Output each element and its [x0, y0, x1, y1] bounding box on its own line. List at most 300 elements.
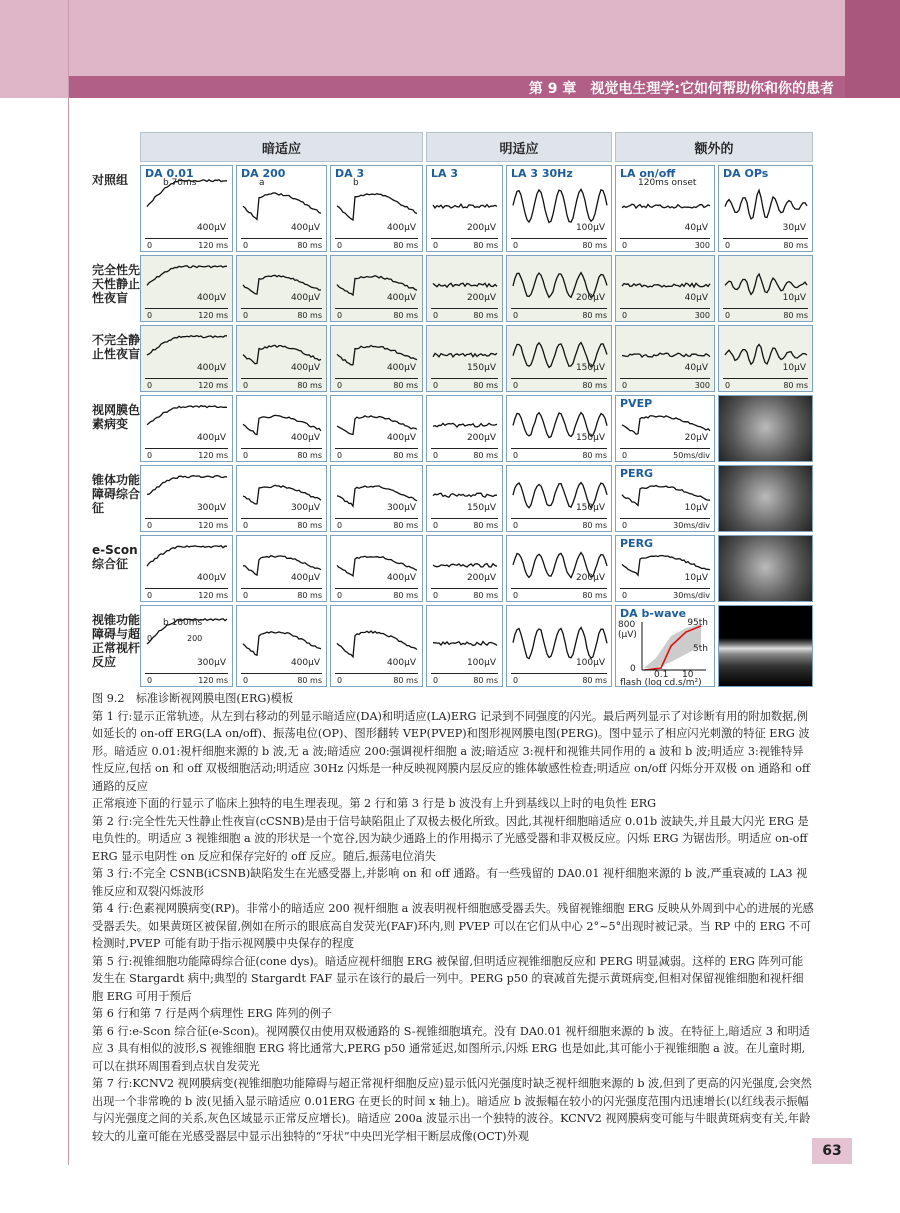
scale-bar-label: 10μV	[684, 573, 708, 583]
fundus-image	[718, 535, 813, 602]
top-band-accent	[845, 0, 900, 98]
tick-label: 300	[694, 241, 710, 250]
erg-panel	[236, 465, 327, 532]
tick-label: 0	[433, 521, 439, 530]
erg-panel	[236, 325, 327, 392]
erg-panel	[615, 325, 715, 392]
tick-label: 80 ms	[783, 311, 808, 320]
waveform-path	[433, 283, 497, 287]
panel-title: DA 200	[241, 167, 286, 180]
tick-label: 0	[147, 521, 153, 530]
panel-note: b 70ms	[163, 178, 197, 188]
tick-label: 0	[725, 381, 731, 390]
chapter-title: 第 9 章 视觉电生理学:它如何帮助你和你的患者	[528, 81, 834, 97]
time-axis	[335, 518, 418, 519]
time-axis	[620, 308, 710, 309]
panel-title: DA 0.01	[145, 167, 194, 180]
scale-bar-label: 200μV	[575, 293, 605, 303]
tick-label: 80 ms	[582, 381, 607, 390]
waveform-path	[433, 204, 497, 208]
row-label: 不完全静止性夜盲	[92, 333, 141, 361]
plot-y-zero: 0	[630, 664, 636, 674]
erg-panel	[426, 465, 503, 532]
erg-panel	[330, 395, 423, 462]
waveform-path	[513, 189, 607, 222]
time-axis	[511, 518, 607, 519]
tick-label: 120 ms	[198, 521, 228, 530]
scale-bar-label: 200μV	[466, 433, 496, 443]
tick-label: 120 ms	[198, 676, 228, 685]
tick-label: 0	[433, 591, 439, 600]
tick-label: 0	[513, 591, 519, 600]
waveform-path	[725, 345, 807, 365]
scale-bar-label: 40μV	[684, 293, 708, 303]
time-axis	[723, 378, 808, 379]
erg-panel	[236, 255, 327, 322]
row-label: 完全性先天性静止性夜盲	[92, 263, 141, 305]
scale-bar-label: 400μV	[386, 433, 416, 443]
scale-bar-label: 400μV	[386, 223, 416, 233]
waveform-path	[147, 336, 227, 355]
scale-bar-label: 400μV	[290, 433, 320, 443]
tick-label: 120 ms	[198, 451, 228, 460]
scale-bar-label: 10μV	[782, 293, 806, 303]
time-axis	[335, 673, 418, 674]
erg-panel	[236, 605, 327, 687]
scale-bar-label: 300μV	[196, 503, 226, 513]
scale-bar-label: 400μV	[196, 363, 226, 373]
plot-x-tick: 0.1	[654, 670, 669, 680]
tick-label: 80 ms	[297, 311, 322, 320]
time-axis	[431, 588, 498, 589]
caption-paragraph: 第 4 行:色素视网膜病变(RP)。非常小的暗适应 200 视杆细胞 a 波表明视杆细胞感受器丢失。残留视锥细胞 ERG 反映从外周到中心的进展的光感受器丢失。如果黄斑区被保留,例如在所示的眼底高自发荧光(FAF)环内,则 PVEP 可以在它们从中心 2°~5°出现时被记录。当 RP 中的 ERG 不可检测时,PVEP 可能有助于指示视网膜中央保存的程度	[92, 902, 814, 950]
erg-panel	[140, 325, 233, 392]
time-axis	[335, 448, 418, 449]
tick-label: 120 ms	[198, 381, 228, 390]
time-axis	[241, 588, 322, 589]
tick-label: 80 ms	[393, 521, 418, 530]
tick-label: 0	[243, 311, 249, 320]
erg-panel	[426, 325, 503, 392]
panel-note: b	[353, 178, 359, 188]
scale-bar-label: 30μV	[782, 223, 806, 233]
tick-label: 30ms/div	[673, 521, 710, 530]
waveform-path	[147, 266, 227, 286]
tick-label: 0	[725, 311, 731, 320]
tick-label: 80 ms	[393, 676, 418, 685]
tick-label: 0	[513, 451, 519, 460]
waveform-path	[147, 406, 227, 425]
waveform-path	[147, 476, 227, 495]
erg-panel	[140, 465, 233, 532]
time-axis	[431, 448, 498, 449]
tick-label: 80 ms	[393, 241, 418, 250]
erg-panel	[506, 165, 612, 252]
erg-panel	[718, 255, 813, 322]
tick-label: 0	[337, 451, 343, 460]
group-header-light-adapted: 明适应	[426, 132, 612, 162]
panel-title: PERG	[620, 467, 654, 480]
caption-paragraph: 第 2 行:完全性先天性静止性夜盲(cCSNB)是由于信号缺陷阻止了双极去极化所致。因此,其视杆细胞暗适应 0.01b 波缺失,并且最大闪光 ERG 是电负性的。明适应 3 视锥细胞 a 波的形状是一个宽谷,因为缺少通路上的作用揭示了光感受器和非双极反应。闪烁 ERG 为锯齿形。明适应 on-off ERG 显示电阴性 on 反应和保存完好的 off 反应。随后,振荡电位消失	[92, 814, 809, 863]
tick-label: 0	[147, 381, 153, 390]
tick-label: 0	[513, 311, 519, 320]
erg-panel	[506, 255, 612, 322]
figure-caption	[92, 690, 814, 1145]
tick-label: 0	[337, 241, 343, 250]
tick-label: 0	[243, 521, 249, 530]
erg-panel	[615, 535, 715, 602]
erg-panel	[236, 395, 327, 462]
waveform-path	[725, 190, 807, 219]
waveform-path	[433, 564, 497, 567]
waveform-path	[147, 546, 227, 566]
time-axis	[145, 378, 228, 379]
time-axis	[145, 308, 228, 309]
tick-label: 0	[337, 521, 343, 530]
waveform-path	[433, 423, 497, 427]
inset-tick-label: 200	[187, 634, 203, 643]
scale-bar-label: 10μV	[684, 503, 708, 513]
time-axis	[431, 238, 498, 239]
erg-panel	[236, 165, 327, 252]
tick-label: 80 ms	[297, 591, 322, 600]
erg-figure	[92, 132, 812, 687]
erg-panel	[615, 165, 715, 252]
caption-paragraph: 第 6 行:e-Scon 综合征(e-Scon)。视网膜仅由使用双极通路的 S-视锥细胞填充。没有 DA0.01 视杆细胞来源的 b 波。在特征上,暗适应 3 和明适应 3 具有相似的波形,S 视锥细胞 ERG 将比通常大,PERG p50 通常延迟,如图所示,闪烁 ERG 也是如此,其可能小于视锥细胞 a 波。在儿童时期,可以在拱环周围看到点状自发荧光	[92, 1024, 810, 1073]
tick-label: 80 ms	[473, 241, 498, 250]
time-axis	[241, 448, 322, 449]
inset-tick-label: 0	[147, 634, 153, 643]
row-label: 锥体功能障碍综合征	[92, 473, 141, 515]
waveform-path	[622, 204, 710, 208]
tick-label: 0	[622, 311, 628, 320]
row-label: 视网膜色素病变	[92, 403, 141, 431]
time-axis	[145, 588, 228, 589]
tick-label: 80 ms	[297, 381, 322, 390]
scale-bar-label: 200μV	[466, 573, 496, 583]
tick-label: 80 ms	[582, 521, 607, 530]
tick-label: 0	[337, 591, 343, 600]
tick-label: 0	[337, 311, 343, 320]
tick-label: 0	[622, 591, 628, 600]
scale-bar-label: 20μV	[684, 433, 708, 443]
waveform-path	[243, 193, 321, 220]
tick-label: 80 ms	[393, 591, 418, 600]
group-header-dark-adapted: 暗适应	[140, 132, 423, 162]
scale-bar-label: 150μV	[466, 363, 496, 373]
tick-label: 80 ms	[473, 591, 498, 600]
tick-label: 0	[243, 676, 249, 685]
waveform-path	[433, 642, 497, 646]
caption-paragraph: 第 3 行:不完全 CSNB(iCSNB)缺陷发生在光感受器上,并影响 on 和 off 通路。有一些残留的 DA0.01 视杆细胞来源的 b 波,严重衰减的 LA3 视锥反应和双裂闪烁波形	[92, 867, 808, 898]
series-label: 5th	[693, 644, 708, 654]
tick-label: 0	[147, 311, 153, 320]
fundus-image	[718, 465, 813, 532]
tick-label: 80 ms	[297, 451, 322, 460]
scale-bar-label: 400μV	[196, 223, 226, 233]
tick-label: 120 ms	[198, 311, 228, 320]
tick-label: 80 ms	[783, 241, 808, 250]
time-axis	[335, 238, 418, 239]
scale-bar-label: 100μV	[466, 658, 496, 668]
erg-panel	[426, 395, 503, 462]
series-label: 95th	[687, 618, 708, 628]
time-axis	[145, 238, 228, 239]
scale-bar-label: 400μV	[290, 658, 320, 668]
tick-label: 0	[622, 451, 628, 460]
tick-label: 0	[433, 241, 439, 250]
caption-paragraph: 第 5 行:视锥细胞功能障碍综合征(cone dys)。暗适应视杆细胞 ERG 被保留,但明适应视锥细胞反应和 PERG 明显减弱。这样的 ERG 阵列可能发生在 Stargardt 病中;典型的 Stargardt FAF 显示在该行的最后一列中。PERG p50 的衰减首先提示黄斑病变,但相对保留视锥细胞和视杆细胞 ERG 可用于预后	[92, 954, 804, 1003]
fundus-image	[718, 395, 813, 462]
tick-label: 80 ms	[473, 451, 498, 460]
scale-bar-label: 300μV	[386, 503, 416, 513]
scale-bar-label: 300μV	[290, 503, 320, 513]
panel-title: LA on/off	[620, 167, 676, 180]
tick-label: 300	[694, 381, 710, 390]
scale-bar-label: 200μV	[466, 223, 496, 233]
tick-label: 80 ms	[297, 676, 322, 685]
waveform-path	[243, 415, 321, 434]
time-axis	[431, 518, 498, 519]
panel-title: DA OPs	[723, 167, 769, 180]
scale-bar-label: 200μV	[575, 573, 605, 583]
row-label: e-Scon综合征	[92, 543, 138, 571]
scale-bar-label: 400μV	[386, 658, 416, 668]
time-axis	[145, 673, 228, 674]
time-axis	[511, 448, 607, 449]
erg-panel	[718, 165, 813, 252]
tick-label: 0	[433, 676, 439, 685]
erg-panel	[140, 165, 233, 252]
scale-bar-label: 150μV	[575, 433, 605, 443]
erg-panel	[140, 395, 233, 462]
scale-bar-label: 400μV	[290, 573, 320, 583]
waveform-path	[337, 194, 417, 220]
tick-label: 0	[433, 451, 439, 460]
erg-panel	[426, 165, 503, 252]
time-axis	[723, 238, 808, 239]
erg-panel	[615, 605, 715, 687]
erg-panel	[236, 535, 327, 602]
waveform-path	[243, 632, 321, 656]
waveform-path	[433, 493, 497, 497]
time-axis	[431, 378, 498, 379]
time-axis	[145, 518, 228, 519]
erg-panel	[330, 255, 423, 322]
tick-label: 0	[147, 451, 153, 460]
plot-x-tick: 10	[682, 670, 694, 680]
erg-panel	[140, 605, 233, 687]
time-axis	[335, 308, 418, 309]
scale-bar-label: 400μV	[290, 223, 320, 233]
caption-paragraph: 第 1 行:显示正常轨迹。从左到右移动的列显示暗适应(DA)和明适应(LA)ERG 记录到不同强度的闪光。最后两列显示了对诊断有用的附加数据,例如延长的 on-off ERG(LA on/off)、振荡电位(OP)、图形翻转 VEP(PVEP)和图形视网膜电图(PERG)。图中显示了相应闪光刺激的特征 ERG 波形。暗适应 0.01:視杆细胞来源的 b 波,无 a 波;暗适应 200:强调视杆细胞 a 波;暗适应 3:视杆和视锥共同作用的 a 波和 b 波;明适应 3:视锥特异性反应,包括 on 和 off 双极细胞活动;明适应 30Hz 闪烁是一种反映视网膜内层反应的锥体敏感性检查;明适应 on/off 闪烁分开双极 on 通路和 off 通路的反应	[92, 709, 810, 793]
tick-label: 0	[147, 676, 153, 685]
time-axis	[620, 238, 710, 239]
time-axis	[241, 238, 322, 239]
scale-bar-label: 400μV	[196, 293, 226, 303]
tick-label: 0	[147, 591, 153, 600]
tick-label: 0	[243, 591, 249, 600]
erg-panel	[426, 605, 503, 687]
erg-panel	[140, 535, 233, 602]
oct-image	[718, 605, 813, 687]
scale-bar-label: 400μV	[386, 573, 416, 583]
waveform-path	[243, 345, 321, 363]
page-number: 63	[812, 1138, 852, 1164]
waveform-path	[243, 275, 321, 294]
erg-panel	[330, 325, 423, 392]
tick-label: 0	[433, 381, 439, 390]
left-margin-line	[68, 0, 69, 1165]
erg-panel	[718, 325, 813, 392]
time-axis	[620, 378, 710, 379]
panel-title: PVEP	[620, 397, 653, 410]
scale-bar-label: 400μV	[386, 363, 416, 373]
time-axis	[620, 588, 710, 589]
panel-title: PERG	[620, 537, 654, 550]
time-axis	[145, 448, 228, 449]
tick-label: 0	[243, 381, 249, 390]
erg-panel	[330, 165, 423, 252]
erg-panel	[330, 605, 423, 687]
tick-label: 0	[147, 241, 153, 250]
tick-label: 0	[243, 451, 249, 460]
tick-label: 80 ms	[473, 521, 498, 530]
scale-bar-label: 100μV	[575, 658, 605, 668]
time-axis	[335, 588, 418, 589]
tick-label: 0	[337, 676, 343, 685]
time-axis	[241, 673, 322, 674]
waveform-path	[622, 416, 710, 434]
tick-label: 0	[622, 381, 628, 390]
waveform-path	[433, 353, 497, 357]
time-axis	[620, 518, 710, 519]
caption-title: 图 9.2 标准诊断视网膜电图(ERG)模板	[92, 692, 294, 705]
tick-label: 80 ms	[582, 676, 607, 685]
time-axis	[241, 308, 322, 309]
scale-bar-label: 40μV	[684, 223, 708, 233]
time-axis	[511, 308, 607, 309]
erg-panel	[506, 605, 612, 687]
scale-bar-label: 150μV	[575, 503, 605, 513]
erg-panel	[615, 395, 715, 462]
group-header-additional: 额外的	[615, 132, 813, 162]
tick-label: 0	[725, 241, 731, 250]
caption-paragraph: 第 6 行和第 7 行是两个病理性 ERG 阵列的例子	[92, 1007, 333, 1020]
time-axis	[335, 378, 418, 379]
panel-title: DA b-wave	[620, 607, 687, 620]
tick-label: 0	[513, 241, 519, 250]
tick-label: 80 ms	[297, 241, 322, 250]
plot-y-label: 800 (μV)	[618, 620, 637, 640]
time-axis	[511, 378, 607, 379]
time-axis	[723, 308, 808, 309]
tick-label: 80 ms	[582, 591, 607, 600]
waveform-path	[725, 274, 807, 294]
erg-panel	[330, 465, 423, 532]
scale-bar-label: 100μV	[575, 223, 605, 233]
tick-label: 80 ms	[473, 311, 498, 320]
time-axis	[241, 378, 322, 379]
panel-note: a	[259, 178, 265, 188]
tick-label: 0	[622, 521, 628, 530]
scale-bar-label: 400μV	[196, 433, 226, 443]
waveform-path	[337, 416, 417, 435]
tick-label: 30ms/div	[673, 591, 710, 600]
time-axis	[431, 308, 498, 309]
tick-label: 80 ms	[582, 451, 607, 460]
time-axis	[511, 588, 607, 589]
tick-label: 80 ms	[473, 676, 498, 685]
scale-bar-label: 300μV	[196, 658, 226, 668]
waveform-path	[622, 283, 710, 287]
erg-panel	[140, 255, 233, 322]
scale-bar-label: 400μV	[290, 293, 320, 303]
time-axis	[511, 673, 607, 674]
caption-paragraph: 正常痕迹下面的行显示了临床上独特的电生理表现。第 2 行和第 3 行是 b 波没有上升到基线以上时的电负性 ERG	[92, 797, 657, 810]
erg-panel	[330, 535, 423, 602]
tick-label: 0	[243, 241, 249, 250]
time-axis	[241, 518, 322, 519]
tick-label: 80 ms	[473, 381, 498, 390]
plot-x-label: flash (log cd.s/m²)	[620, 678, 702, 687]
tick-label: 120 ms	[198, 591, 228, 600]
tick-label: 80 ms	[393, 311, 418, 320]
waveform-path	[337, 346, 417, 365]
scale-bar-label: 150μV	[466, 503, 496, 513]
tick-label: 80 ms	[582, 311, 607, 320]
tick-label: 0	[433, 311, 439, 320]
waveform-path	[243, 485, 321, 504]
tick-label: 0	[513, 521, 519, 530]
scale-bar-label: 40μV	[684, 363, 708, 373]
tick-label: 80 ms	[297, 521, 322, 530]
tick-label: 80 ms	[393, 381, 418, 390]
erg-panel	[506, 395, 612, 462]
tick-label: 300	[694, 311, 710, 320]
erg-panel	[506, 325, 612, 392]
time-axis	[620, 448, 710, 449]
erg-panel	[506, 465, 612, 532]
scale-bar-label: 10μV	[782, 363, 806, 373]
erg-panel	[615, 255, 715, 322]
erg-panel	[506, 535, 612, 602]
scale-bar-label: 200μV	[466, 293, 496, 303]
scale-bar-label: 400μV	[386, 293, 416, 303]
tick-label: 80 ms	[783, 381, 808, 390]
time-axis	[511, 238, 607, 239]
caption-paragraph: 第 7 行:KCNV2 视网膜病变(视锥细胞功能障碍与超正常视杆细胞反应)显示低闪光强度时缺乏视杆细胞来源的 b 波,但到了更高的闪光强度,会突然出现一个非常晚的 b 波(见插入显示暗适应 0.01ERG 在更长的时间 x 轴上)。暗适应 b 波振幅在较小的闪光强度范围内迅速增长(以红线表示振幅与闪光强度之间的关系,灰色区域显示正常反应增长)。暗适应 200a 波显示出一个独特的波谷。KCNV2 视网膜病变可能与牛眼黄斑病变有关,年龄较大的儿童可能在光感受器层中显示出独特的“牙状”中央凹光学相干断层成像(OCT)外观	[92, 1077, 812, 1143]
tick-label: 0	[337, 381, 343, 390]
tick-label: 0	[622, 241, 628, 250]
tick-label: 50ms/div	[673, 451, 710, 460]
waveform-path	[513, 628, 607, 659]
panel-title: LA 3	[431, 167, 459, 180]
erg-panel	[426, 535, 503, 602]
tick-label: 0	[513, 676, 519, 685]
scale-bar-label: 400μV	[290, 363, 320, 373]
tick-label: 80 ms	[582, 241, 607, 250]
tick-label: 80 ms	[393, 451, 418, 460]
panel-title: LA 3 30Hz	[511, 167, 573, 180]
time-axis	[431, 673, 498, 674]
panel-note: 120ms onset	[638, 178, 697, 188]
erg-panel	[615, 465, 715, 532]
row-label: 对照组	[92, 173, 129, 187]
tick-label: 0	[513, 381, 519, 390]
erg-panel	[426, 255, 503, 322]
tick-label: 120 ms	[198, 241, 228, 250]
